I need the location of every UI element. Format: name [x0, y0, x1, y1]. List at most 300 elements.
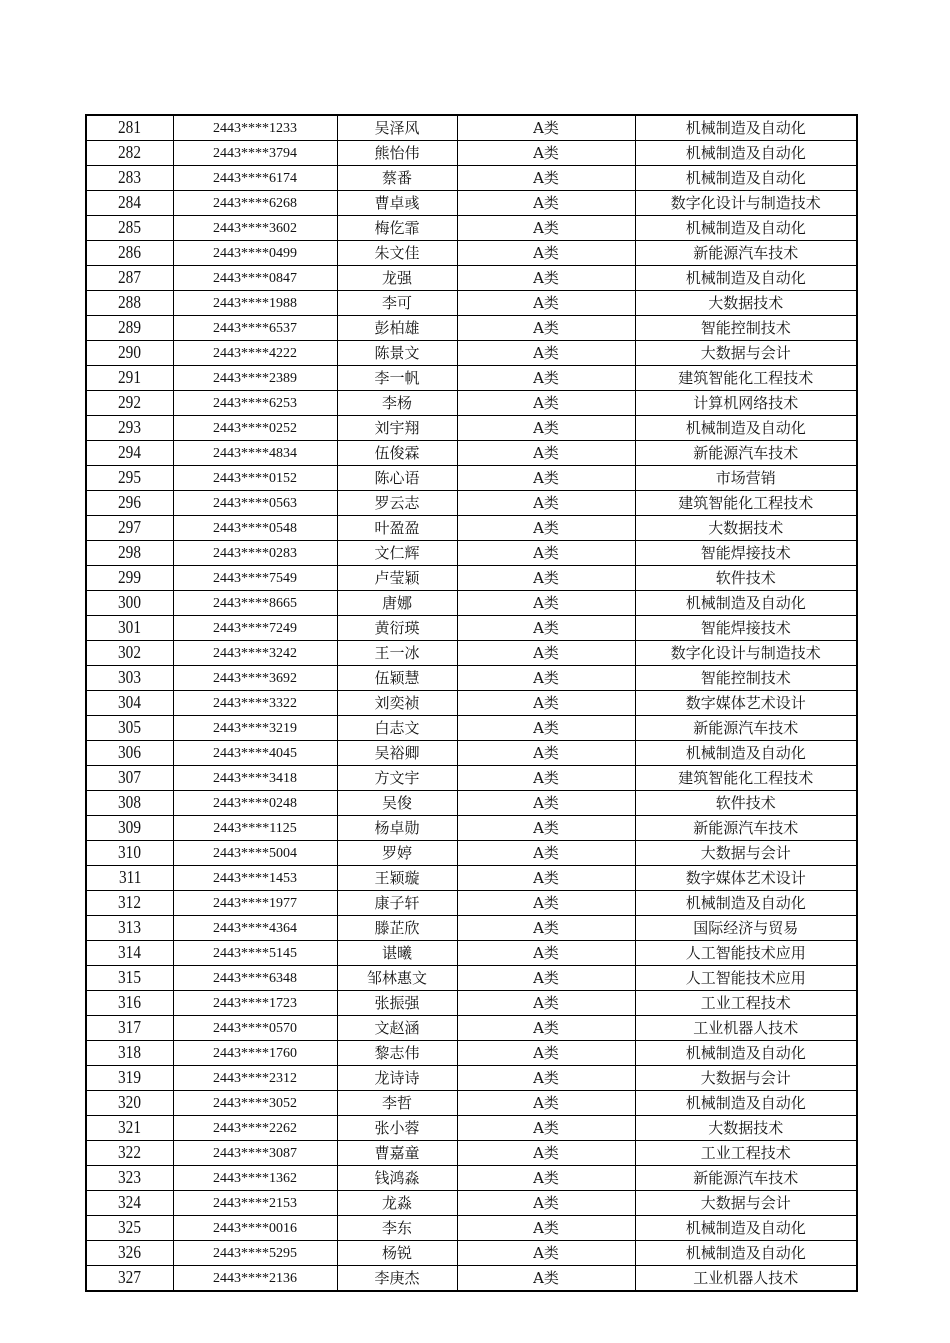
candidate-id-text: 2443****2136: [213, 1270, 297, 1286]
row-number-text: 321: [118, 1117, 142, 1137]
student-name-cell: [337, 141, 457, 166]
student-name-cell: [337, 1116, 457, 1141]
category-text: A类: [533, 718, 559, 737]
candidate-id-text: 2443****6537: [213, 320, 297, 336]
category-text: A类: [533, 118, 559, 137]
table-row: [86, 1241, 857, 1266]
category-cell: [457, 1016, 635, 1041]
candidate-id-text: 2443****4364: [213, 920, 297, 936]
student-name-text: 李哲: [381, 1093, 412, 1112]
major-cell: [635, 566, 857, 591]
student-name-cell: [337, 766, 457, 791]
row-number-text: 311: [118, 867, 141, 887]
table-row: [86, 391, 857, 416]
candidate-id-cell: [173, 1091, 337, 1116]
row-number-cell: [86, 491, 173, 516]
row-number-cell: [86, 266, 173, 291]
student-name-text: 梅仡霏: [374, 218, 420, 237]
category-cell: [457, 115, 635, 141]
row-number-text: 315: [118, 967, 142, 987]
major-cell: [635, 716, 857, 741]
category-cell: [457, 741, 635, 766]
category-text: A类: [533, 1043, 559, 1062]
major-text: 国际经济与贸易: [693, 918, 799, 937]
row-number-cell: [86, 1266, 173, 1292]
table-row: [86, 716, 857, 741]
candidate-id-cell: [173, 1116, 337, 1141]
table-row: [86, 941, 857, 966]
table-row: [86, 441, 857, 466]
table-row: [86, 991, 857, 1016]
category-cell: [457, 641, 635, 666]
student-name-text: 滕芷欣: [374, 918, 420, 937]
candidate-id-text: 2443****6348: [213, 970, 297, 986]
major-cell: [635, 691, 857, 716]
student-name-text: 吴裕卿: [374, 743, 420, 762]
student-name-cell: [337, 941, 457, 966]
row-number-cell: [86, 516, 173, 541]
candidate-id-text: 2443****3242: [213, 645, 297, 661]
category-text: A类: [533, 343, 559, 362]
category-text: A类: [533, 1193, 559, 1212]
table-row: [86, 766, 857, 791]
category-cell: [457, 566, 635, 591]
row-number-text: 289: [118, 317, 142, 337]
category-cell: [457, 941, 635, 966]
row-number-cell: [86, 741, 173, 766]
category-cell: [457, 166, 635, 191]
category-text: A类: [533, 518, 559, 537]
row-number-cell: [86, 866, 173, 891]
candidate-id-text: 2443****0847: [213, 270, 297, 286]
student-name-text: 伍颖慧: [374, 668, 420, 687]
student-name-text: 黄衍瑛: [374, 618, 420, 637]
candidate-id-cell: [173, 1216, 337, 1241]
student-name-cell: [337, 791, 457, 816]
category-cell: [457, 1066, 635, 1091]
candidate-id-text: 2443****1233: [213, 120, 297, 136]
student-name-text: 卢莹颖: [374, 568, 420, 587]
candidate-id-cell: [173, 941, 337, 966]
student-name-cell: [337, 115, 457, 141]
table-body: [86, 115, 857, 1291]
student-name-text: 杨卓勋: [374, 818, 420, 837]
row-number-cell: [86, 316, 173, 341]
category-text: A类: [533, 368, 559, 387]
major-text: 人工智能技术应用: [685, 943, 806, 962]
student-name-cell: [337, 1141, 457, 1166]
row-number-cell: [86, 666, 173, 691]
admission-list-table: [85, 114, 858, 1292]
table-row: [86, 641, 857, 666]
major-cell: [635, 1141, 857, 1166]
student-name-text: 王一冰: [374, 643, 420, 662]
major-text: 新能源汽车技术: [693, 1168, 799, 1187]
candidate-id-text: 2443****2153: [213, 1195, 297, 1211]
category-text: A类: [533, 1168, 559, 1187]
row-number-cell: [86, 115, 173, 141]
table-row: [86, 1016, 857, 1041]
category-text: A类: [533, 393, 559, 412]
student-name-cell: [337, 641, 457, 666]
candidate-id-text: 2443****4045: [213, 745, 297, 761]
category-text: A类: [533, 743, 559, 762]
row-number-text: 286: [118, 242, 142, 262]
student-name-text: 邹林惠文: [366, 968, 427, 987]
major-cell: [635, 1216, 857, 1241]
student-name-cell: [337, 491, 457, 516]
student-name-text: 龙强: [381, 268, 412, 287]
student-name-text: 杨锐: [381, 1243, 412, 1262]
candidate-id-text: 2443****3692: [213, 670, 297, 686]
major-text: 数字化设计与制造技术: [670, 643, 821, 662]
candidate-id-text: 2443****3322: [213, 695, 297, 711]
candidate-id-text: 2443****8665: [213, 595, 297, 611]
row-number-cell: [86, 891, 173, 916]
candidate-id-cell: [173, 591, 337, 616]
table-row: [86, 141, 857, 166]
category-cell: [457, 916, 635, 941]
major-text: 工业机器人技术: [693, 1268, 799, 1287]
category-cell: [457, 366, 635, 391]
major-text: 机械制造及自动化: [685, 218, 806, 237]
student-name-cell: [337, 1091, 457, 1116]
candidate-id-text: 2443****4222: [213, 345, 297, 361]
major-cell: [635, 366, 857, 391]
category-text: A类: [533, 993, 559, 1012]
student-name-text: 陈心语: [374, 468, 420, 487]
major-text: 建筑智能化工程技术: [678, 368, 814, 387]
category-text: A类: [533, 243, 559, 262]
category-cell: [457, 766, 635, 791]
candidate-id-cell: [173, 641, 337, 666]
table-row: [86, 216, 857, 241]
category-text: A类: [533, 843, 559, 862]
row-number-cell: [86, 341, 173, 366]
row-number-cell: [86, 391, 173, 416]
student-name-text: 龙诗诗: [374, 1068, 420, 1087]
student-name-text: 朱文佳: [374, 243, 420, 262]
candidate-id-cell: [173, 766, 337, 791]
candidate-id-text: 2443****3052: [213, 1095, 297, 1111]
student-name-cell: [337, 716, 457, 741]
student-name-cell: [337, 1191, 457, 1216]
major-cell: [635, 866, 857, 891]
major-cell: [635, 766, 857, 791]
major-text: 机械制造及自动化: [685, 418, 806, 437]
student-name-cell: [337, 1241, 457, 1266]
student-name-text: 刘宇翔: [374, 418, 420, 437]
category-text: A类: [533, 218, 559, 237]
candidate-id-text: 2443****2389: [213, 370, 297, 386]
candidate-id-text: 2443****5295: [213, 1245, 297, 1261]
row-number-text: 325: [118, 1217, 142, 1237]
candidate-id-cell: [173, 191, 337, 216]
major-cell: [635, 841, 857, 866]
student-name-text: 钱鸿淼: [374, 1168, 420, 1187]
major-cell: [635, 991, 857, 1016]
category-text: A类: [533, 918, 559, 937]
category-cell: [457, 291, 635, 316]
candidate-id-text: 2443****1125: [213, 820, 297, 836]
major-cell: [635, 1166, 857, 1191]
row-number-text: 318: [118, 1042, 142, 1062]
student-name-text: 罗婷: [381, 843, 412, 862]
major-cell: [635, 115, 857, 141]
table-row: [86, 266, 857, 291]
candidate-id-cell: [173, 266, 337, 291]
candidate-id-text: 2443****6174: [213, 170, 297, 186]
table-row: [86, 666, 857, 691]
category-text: A类: [533, 568, 559, 587]
row-number-text: 323: [118, 1167, 142, 1187]
major-text: 数字媒体艺术设计: [685, 868, 806, 887]
category-cell: [457, 466, 635, 491]
table-row: [86, 816, 857, 841]
major-cell: [635, 1241, 857, 1266]
major-text: 智能控制技术: [700, 668, 791, 687]
candidate-id-text: 2443****7249: [213, 620, 297, 636]
row-number-cell: [86, 1216, 173, 1241]
row-number-text: 298: [118, 542, 142, 562]
row-number-cell: [86, 1241, 173, 1266]
table-row: [86, 1191, 857, 1216]
student-name-cell: [337, 566, 457, 591]
table-row: [86, 1166, 857, 1191]
row-number-cell: [86, 1116, 173, 1141]
student-name-cell: [337, 816, 457, 841]
candidate-id-text: 2443****7549: [213, 570, 297, 586]
major-cell: [635, 591, 857, 616]
category-cell: [457, 1216, 635, 1241]
student-name-text: 李庚杰: [374, 1268, 420, 1287]
category-text: A类: [533, 168, 559, 187]
table-row: [86, 966, 857, 991]
major-text: 新能源汽车技术: [693, 443, 799, 462]
table-row: [86, 691, 857, 716]
candidate-id-cell: [173, 841, 337, 866]
table-row: [86, 891, 857, 916]
category-text: A类: [533, 418, 559, 437]
candidate-id-text: 2443****1760: [213, 1045, 297, 1061]
category-text: A类: [533, 318, 559, 337]
major-text: 智能焊接技术: [700, 618, 791, 637]
major-cell: [635, 541, 857, 566]
category-cell: [457, 1141, 635, 1166]
table-row: [86, 1041, 857, 1066]
category-text: A类: [533, 643, 559, 662]
category-cell: [457, 391, 635, 416]
major-cell: [635, 466, 857, 491]
major-cell: [635, 816, 857, 841]
category-cell: [457, 416, 635, 441]
category-cell: [457, 666, 635, 691]
row-number-cell: [86, 466, 173, 491]
student-name-cell: [337, 616, 457, 641]
row-number-cell: [86, 1141, 173, 1166]
category-text: A类: [533, 1143, 559, 1162]
major-text: 大数据技术: [708, 518, 784, 537]
category-text: A类: [533, 618, 559, 637]
row-number-cell: [86, 141, 173, 166]
student-name-cell: [337, 191, 457, 216]
candidate-id-text: 2443****0570: [213, 1020, 297, 1036]
candidate-id-cell: [173, 166, 337, 191]
candidate-id-cell: [173, 891, 337, 916]
row-number-text: 296: [118, 492, 142, 512]
row-number-cell: [86, 566, 173, 591]
major-text: 建筑智能化工程技术: [678, 493, 814, 512]
candidate-id-text: 2443****6268: [213, 195, 297, 211]
table-row: [86, 516, 857, 541]
table-row: [86, 166, 857, 191]
table-row: [86, 1216, 857, 1241]
candidate-id-cell: [173, 616, 337, 641]
student-name-cell: [337, 391, 457, 416]
candidate-id-cell: [173, 816, 337, 841]
table-row: [86, 291, 857, 316]
student-name-cell: [337, 341, 457, 366]
row-number-cell: [86, 216, 173, 241]
candidate-id-text: 2443****1988: [213, 295, 297, 311]
category-text: A类: [533, 1218, 559, 1237]
student-name-cell: [337, 866, 457, 891]
row-number-text: 317: [118, 1017, 142, 1037]
student-name-text: 蔡番: [381, 168, 412, 187]
row-number-text: 282: [118, 142, 142, 162]
student-name-text: 文赵涵: [374, 1018, 420, 1037]
row-number-cell: [86, 1091, 173, 1116]
category-cell: [457, 441, 635, 466]
student-name-text: 白志文: [374, 718, 420, 737]
student-name-text: 张小蓉: [374, 1118, 420, 1137]
row-number-cell: [86, 1016, 173, 1041]
row-number-cell: [86, 1041, 173, 1066]
category-cell: [457, 216, 635, 241]
student-name-text: 王颖璇: [374, 868, 420, 887]
candidate-id-cell: [173, 991, 337, 1016]
student-name-text: 曹嘉童: [374, 1143, 420, 1162]
major-text: 机械制造及自动化: [685, 743, 806, 762]
major-text: 大数据技术: [708, 293, 784, 312]
student-name-text: 陈景文: [374, 343, 420, 362]
category-cell: [457, 1166, 635, 1191]
table-row: [86, 491, 857, 516]
candidate-id-cell: [173, 216, 337, 241]
major-text: 工业工程技术: [700, 1143, 791, 1162]
major-cell: [635, 616, 857, 641]
major-text: 机械制造及自动化: [685, 143, 806, 162]
row-number-text: 283: [118, 167, 142, 187]
category-cell: [457, 191, 635, 216]
major-text: 机械制造及自动化: [685, 1043, 806, 1062]
candidate-id-text: 2443****5145: [213, 945, 297, 961]
candidate-id-cell: [173, 1241, 337, 1266]
major-text: 机械制造及自动化: [685, 593, 806, 612]
category-cell: [457, 591, 635, 616]
row-number-text: 313: [118, 917, 142, 937]
student-name-cell: [337, 741, 457, 766]
student-name-cell: [337, 166, 457, 191]
major-cell: [635, 491, 857, 516]
major-cell: [635, 1266, 857, 1292]
row-number-text: 324: [118, 1192, 142, 1212]
category-cell: [457, 891, 635, 916]
table-row: [86, 616, 857, 641]
candidate-id-cell: [173, 366, 337, 391]
candidate-id-cell: [173, 666, 337, 691]
table-row: [86, 1066, 857, 1091]
row-number-cell: [86, 716, 173, 741]
category-text: A类: [533, 1093, 559, 1112]
student-name-text: 吴俊: [381, 793, 412, 812]
candidate-id-text: 2443****0563: [213, 495, 297, 511]
table-row: [86, 566, 857, 591]
major-cell: [635, 1091, 857, 1116]
student-name-text: 吴泽风: [374, 118, 420, 137]
student-name-cell: [337, 516, 457, 541]
row-number-text: 292: [118, 392, 142, 412]
major-text: 计算机网络技术: [693, 393, 799, 412]
row-number-text: 301: [118, 617, 142, 637]
major-cell: [635, 291, 857, 316]
student-name-text: 伍俊霖: [374, 443, 420, 462]
major-text: 大数据与会计: [700, 1193, 791, 1212]
candidate-id-cell: [173, 291, 337, 316]
row-number-cell: [86, 191, 173, 216]
student-name-cell: [337, 691, 457, 716]
student-name-cell: [337, 1216, 457, 1241]
category-text: A类: [533, 943, 559, 962]
student-name-cell: [337, 466, 457, 491]
major-text: 大数据与会计: [700, 343, 791, 362]
candidate-id-cell: [173, 1191, 337, 1216]
category-cell: [457, 316, 635, 341]
candidate-id-text: 2443****1723: [213, 995, 297, 1011]
major-text: 大数据与会计: [700, 1068, 791, 1087]
major-cell: [635, 316, 857, 341]
student-name-text: 文仁辉: [374, 543, 420, 562]
candidate-id-cell: [173, 866, 337, 891]
table-row: [86, 1091, 857, 1116]
student-name-text: 曹卓彧: [374, 193, 420, 212]
candidate-id-cell: [173, 1166, 337, 1191]
major-text: 机械制造及自动化: [685, 1093, 806, 1112]
category-cell: [457, 1116, 635, 1141]
table-row: [86, 1116, 857, 1141]
candidate-id-cell: [173, 1141, 337, 1166]
candidate-id-text: 2443****0152: [213, 470, 297, 486]
major-cell: [635, 416, 857, 441]
student-name-text: 方文宇: [374, 768, 420, 787]
category-cell: [457, 1041, 635, 1066]
candidate-id-text: 2443****0248: [213, 795, 297, 811]
row-number-cell: [86, 916, 173, 941]
row-number-cell: [86, 966, 173, 991]
candidate-id-cell: [173, 391, 337, 416]
category-text: A类: [533, 1268, 559, 1287]
major-cell: [635, 441, 857, 466]
candidate-id-text: 2443****6253: [213, 395, 297, 411]
major-text: 机械制造及自动化: [685, 168, 806, 187]
row-number-cell: [86, 541, 173, 566]
table-row: [86, 241, 857, 266]
row-number-cell: [86, 791, 173, 816]
major-text: 数字化设计与制造技术: [670, 193, 821, 212]
major-text: 工业机器人技术: [693, 1018, 799, 1037]
category-cell: [457, 816, 635, 841]
major-cell: [635, 1116, 857, 1141]
